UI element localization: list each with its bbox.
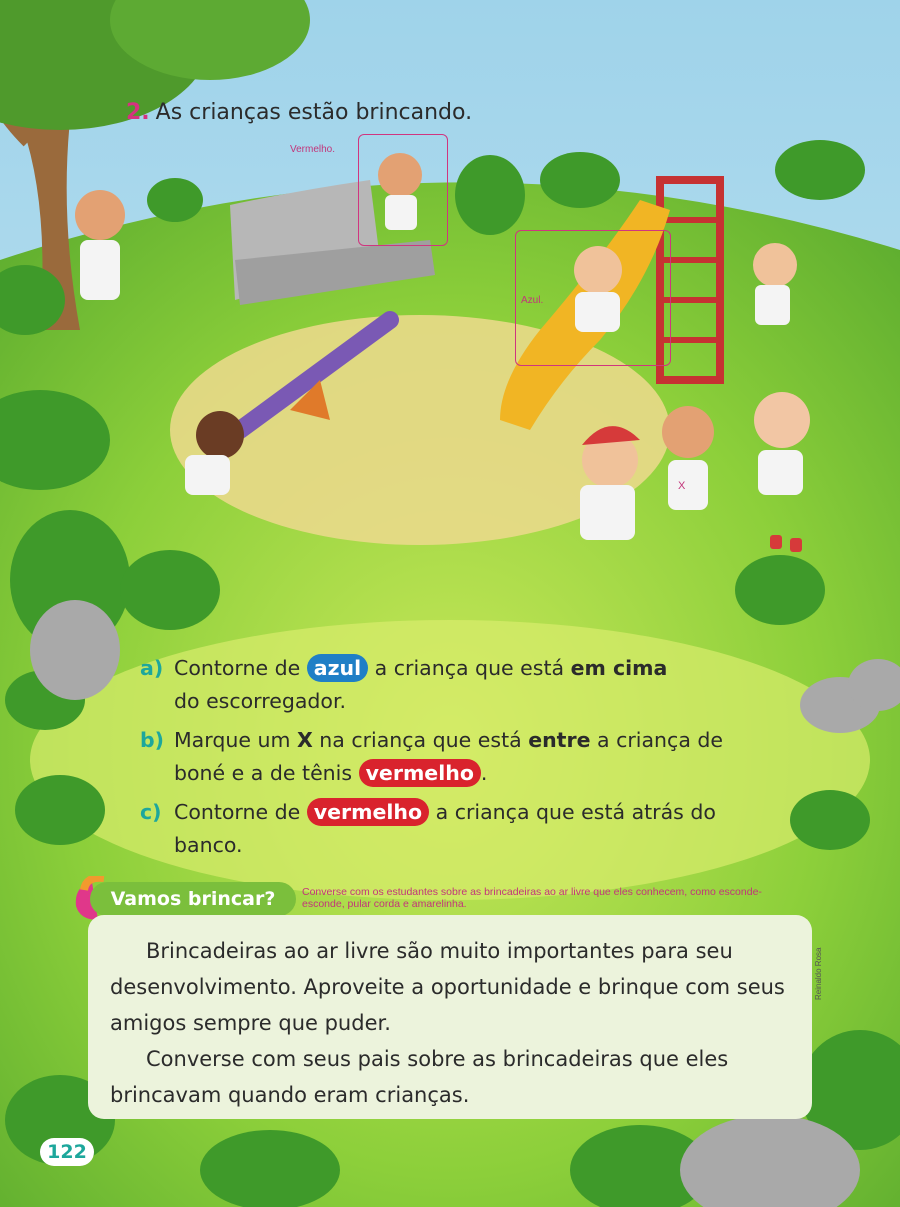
item-bold: X: [296, 728, 313, 752]
item-letter: b): [140, 728, 165, 752]
item-a: [140, 652, 740, 718]
item-text: a criança que está: [368, 656, 571, 680]
panel-paragraph-1: Brincadeiras ao ar livre são muito importantes para seu desenvolvimento. Aproveite a oportunidade e brinque com seus amigos sempre que puder.: [110, 939, 785, 1035]
illustration-credit: Reinaldo Rosa: [814, 947, 823, 1000]
x-mark-annotation: X: [678, 480, 686, 492]
question-number: 2.: [126, 100, 150, 125]
item-text: Contorne de: [174, 800, 307, 824]
item-letter: a): [140, 656, 164, 680]
question-items: [140, 652, 740, 868]
azul-pill: azul: [307, 654, 368, 682]
panel-paragraph-2: Converse com seus pais sobre as brincadeiras que eles brincavam quando eram crianças.: [110, 1047, 729, 1107]
red-circle-annotation: [358, 134, 448, 246]
teacher-note: Converse com os estudantes sobre as brincadeiras ao ar livre que eles conhecem, como esconde-esconde, pular corda e amarelinha.: [302, 886, 762, 910]
page-number: 122: [40, 1138, 94, 1166]
blue-annotation-label: Azul.: [521, 295, 544, 306]
vermelho-pill: vermelho: [307, 798, 429, 826]
item-text: a criança de boné e a de tênis: [174, 728, 724, 785]
item-text: Contorne de: [174, 656, 307, 680]
item-b: [140, 724, 740, 790]
item-bold: em cima: [570, 656, 668, 680]
item-letter: c): [140, 800, 162, 824]
question-text: As crianças estão brincando.: [155, 100, 473, 125]
red-annotation-label: Vermelho.: [290, 144, 336, 155]
vamos-brincar-panel: [88, 915, 812, 1119]
vamos-brincar-title: Vamos brincar?: [90, 882, 296, 916]
item-bold: entre: [528, 728, 591, 752]
item-c: [140, 796, 740, 862]
item-text: Marque um: [174, 728, 297, 752]
item-text: .: [480, 761, 488, 785]
item-text: do escorregador.: [174, 689, 347, 713]
vermelho-pill: vermelho: [359, 759, 481, 787]
question-title: [126, 100, 472, 125]
item-text: a criança que está atrás do banco.: [174, 800, 716, 857]
item-text: na criança que está: [312, 728, 529, 752]
